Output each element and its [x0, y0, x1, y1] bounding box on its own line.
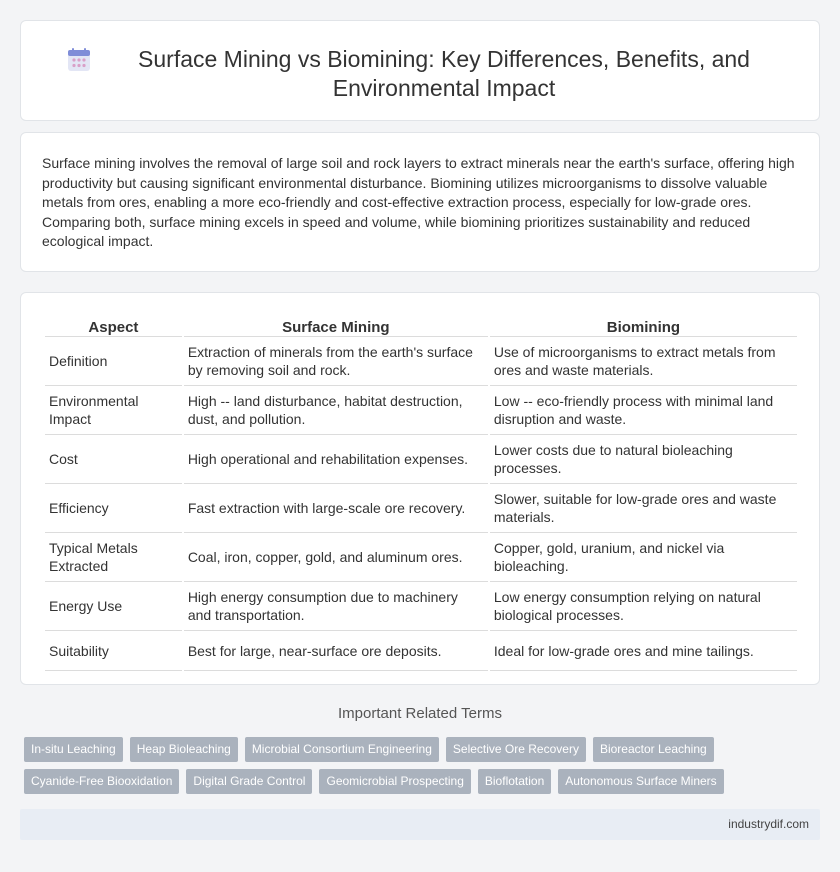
- table-row: [45, 533, 797, 582]
- aspect-cell: Suitability: [45, 631, 182, 671]
- header-biomining: Biomining: [490, 315, 797, 337]
- table-row: [45, 337, 797, 386]
- biomining-cell: Ideal for low-grade ores and mine tailings.: [490, 631, 797, 671]
- header-aspect: Aspect: [45, 315, 182, 337]
- aspect-cell: Efficiency: [45, 484, 182, 533]
- aspect-cell: Environmental Impact: [45, 386, 182, 435]
- surface-mining-cell: Fast extraction with large-scale ore recovery.: [184, 484, 488, 533]
- intro-card: [20, 132, 820, 272]
- related-term-tag[interactable]: Bioflotation: [478, 769, 551, 794]
- table-row: [45, 484, 797, 533]
- biomining-cell: Slower, suitable for low-grade ores and waste materials.: [490, 484, 797, 533]
- related-term-tag[interactable]: In-situ Leaching: [24, 737, 123, 762]
- related-term-tag[interactable]: Microbial Consortium Engineering: [245, 737, 439, 762]
- table-row: [45, 435, 797, 484]
- related-term-tag[interactable]: Heap Bioleaching: [130, 737, 238, 762]
- intro-paragraph: Surface mining involves the removal of large soil and rock layers to extract minerals near the earth's surface, offering high productivity but causing significant environmental disturbance. Biomining utilizes microorganisms to dissolve valuable metals from ores, enabling a more eco-friendly and cost-effective extraction process, especially for low-grade ores. Comparing both, surface mining excels in speed and volume, while biomining prioritizes sustainability and reduced ecological impact.: [42, 155, 795, 250]
- table-row: [45, 386, 797, 435]
- related-term-tag[interactable]: Bioreactor Leaching: [593, 737, 714, 762]
- surface-mining-cell: High operational and rehabilitation expenses.: [184, 435, 488, 484]
- aspect-cell: Cost: [45, 435, 182, 484]
- related-term-tag[interactable]: Digital Grade Control: [186, 769, 312, 794]
- surface-mining-cell: High -- land disturbance, habitat destruction, dust, and pollution.: [184, 386, 488, 435]
- header-surface-mining: Surface Mining: [184, 315, 488, 337]
- footer: [20, 809, 820, 840]
- biomining-cell: Use of microorganisms to extract metals from ores and waste materials.: [490, 337, 797, 386]
- related-term-tag[interactable]: Cyanide-Free Biooxidation: [24, 769, 179, 794]
- biomining-cell: Lower costs due to natural bioleaching processes.: [490, 435, 797, 484]
- biomining-cell: Low -- eco-friendly process with minimal land disruption and waste.: [490, 386, 797, 435]
- header-card: [20, 20, 820, 121]
- table-row: [45, 582, 797, 631]
- calendar-grid-icon: [66, 47, 92, 73]
- aspect-cell: Energy Use: [45, 582, 182, 631]
- table-header-row: [45, 315, 797, 337]
- comparison-table: [43, 315, 799, 671]
- related-term-tag[interactable]: Selective Ore Recovery: [446, 737, 586, 762]
- aspect-cell: Definition: [45, 337, 182, 386]
- surface-mining-cell: Extraction of minerals from the earth's surface by removing soil and rock.: [184, 337, 488, 386]
- footer-site-link[interactable]: industrydif.com: [728, 817, 809, 831]
- biomining-cell: Low energy consumption relying on natural biological processes.: [490, 582, 797, 631]
- surface-mining-cell: High energy consumption due to machinery and transportation.: [184, 582, 488, 631]
- surface-mining-cell: Best for large, near-surface ore deposits.: [184, 631, 488, 671]
- related-term-tag[interactable]: Geomicrobial Prospecting: [319, 769, 470, 794]
- page-title: Surface Mining vs Biomining: Key Differences, Benefits, and Environmental Impact: [138, 46, 750, 101]
- table-row: [45, 631, 797, 671]
- related-terms-list: [24, 737, 744, 801]
- related-terms-heading: Important Related Terms: [338, 705, 502, 722]
- comparison-table-card: [20, 292, 820, 685]
- surface-mining-cell: Coal, iron, copper, gold, and aluminum ores.: [184, 533, 488, 582]
- biomining-cell: Copper, gold, uranium, and nickel via bioleaching.: [490, 533, 797, 582]
- related-term-tag[interactable]: Autonomous Surface Miners: [558, 769, 723, 794]
- aspect-cell: Typical Metals Extracted: [45, 533, 182, 582]
